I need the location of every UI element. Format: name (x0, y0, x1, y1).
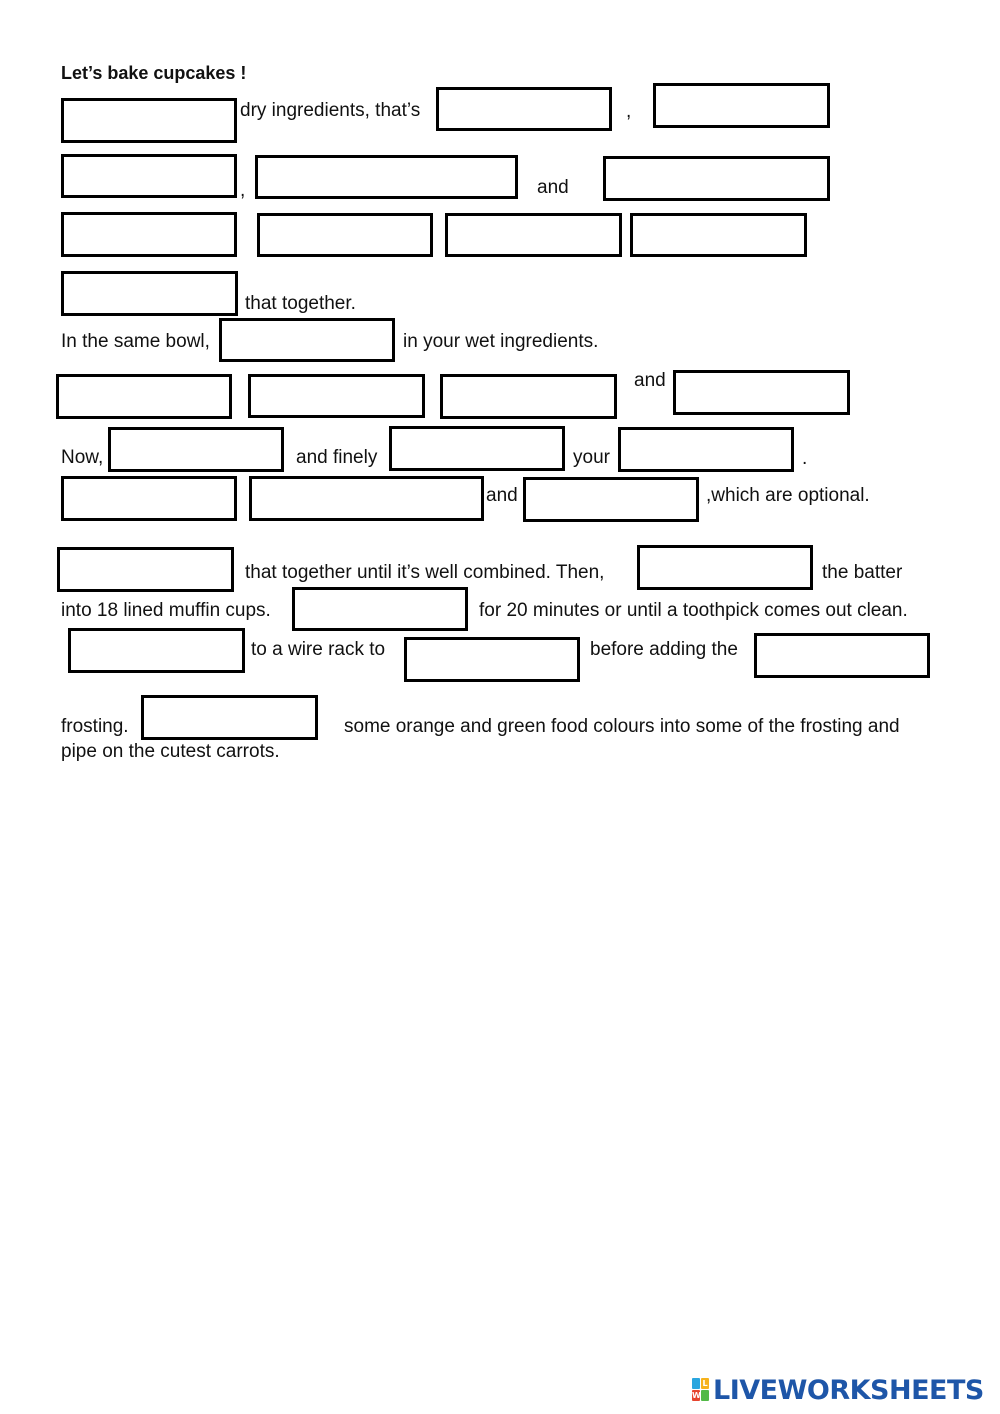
text-comma-1: , (626, 101, 632, 122)
text-before-adding: before adding the (590, 639, 738, 660)
answer-box-8[interactable] (257, 213, 433, 257)
answer-input-16[interactable] (676, 373, 847, 412)
answer-box-3[interactable] (653, 83, 830, 128)
answer-input-6[interactable] (606, 159, 827, 198)
text-wire-rack: to a wire rack to (251, 639, 386, 660)
answer-box-13[interactable] (56, 374, 232, 419)
text-comma-2: , (240, 180, 246, 201)
text-period: . (802, 448, 808, 469)
text-carrots: pipe on the cutest carrots. (61, 741, 280, 762)
text-and-finely: and finely (296, 447, 378, 468)
answer-box-20[interactable] (61, 476, 237, 521)
answer-input-10[interactable] (633, 216, 804, 254)
answer-box-1[interactable] (61, 98, 237, 143)
answer-input-12[interactable] (222, 321, 392, 359)
text-toothpick: for 20 minutes or until a toothpick comes out clean. (479, 600, 908, 621)
text-your: your (573, 447, 610, 468)
answer-input-13[interactable] (59, 377, 229, 416)
logo-icon-letter-l: L (702, 1379, 708, 1388)
answer-box-9[interactable] (445, 213, 622, 257)
answer-input-24[interactable] (640, 548, 810, 587)
answer-input-1[interactable] (64, 101, 234, 140)
logo-icon-letter-w: W (692, 1391, 701, 1400)
answer-input-2[interactable] (439, 90, 609, 128)
text-well-combined: that together until it’s well combined. Then, (245, 562, 605, 583)
liveworksheets-logo-icon (692, 1378, 710, 1402)
answer-box-21[interactable] (249, 476, 484, 521)
answer-input-15[interactable] (443, 377, 614, 416)
text-same-bowl: In the same bowl, (61, 331, 210, 352)
answer-box-4[interactable] (61, 154, 237, 198)
answer-box-28[interactable] (754, 633, 930, 678)
answer-box-29[interactable] (141, 695, 318, 740)
text-that-together: that together. (245, 293, 356, 314)
text-and-1: and (537, 177, 569, 198)
answer-box-6[interactable] (603, 156, 830, 201)
answer-box-19[interactable] (618, 427, 794, 472)
answer-input-29[interactable] (144, 698, 315, 737)
answer-box-18[interactable] (389, 426, 565, 471)
text-muffin-cups: into 18 lined muffin cups. (61, 600, 271, 621)
text-optional: ,which are optional. (706, 485, 870, 506)
answer-input-22[interactable] (526, 480, 696, 519)
answer-input-5[interactable] (258, 158, 515, 196)
answer-box-14[interactable] (248, 374, 425, 418)
answer-box-7[interactable] (61, 212, 237, 257)
liveworksheets-logo-text: LIVEWORKSHEETS (713, 1374, 984, 1406)
answer-box-12[interactable] (219, 318, 395, 362)
text-now: Now, (61, 447, 104, 468)
text-wet-ingredients: in your wet ingredients. (403, 331, 599, 352)
answer-input-18[interactable] (392, 429, 562, 468)
text-and-2: and (634, 370, 666, 391)
answer-input-17[interactable] (111, 430, 281, 469)
answer-box-26[interactable] (68, 628, 245, 673)
answer-input-28[interactable] (757, 636, 927, 675)
answer-box-5[interactable] (255, 155, 518, 199)
answer-input-14[interactable] (251, 377, 422, 415)
answer-input-7[interactable] (64, 215, 234, 254)
text-frosting: frosting. (61, 716, 129, 737)
answer-box-23[interactable] (57, 547, 234, 592)
answer-box-11[interactable] (61, 271, 238, 316)
answer-input-25[interactable] (295, 590, 465, 628)
answer-input-27[interactable] (407, 640, 577, 679)
text-the-batter: the batter (822, 562, 903, 583)
worksheet-title: Let’s bake cupcakes ! (61, 63, 247, 83)
answer-box-25[interactable] (292, 587, 468, 631)
answer-input-11[interactable] (64, 274, 235, 313)
answer-input-23[interactable] (60, 550, 231, 589)
answer-box-16[interactable] (673, 370, 850, 415)
answer-input-26[interactable] (71, 631, 242, 670)
answer-box-15[interactable] (440, 374, 617, 419)
answer-box-2[interactable] (436, 87, 612, 131)
text-food-colours: some orange and green food colours into some of the frosting and (344, 716, 900, 737)
answer-input-19[interactable] (621, 430, 791, 469)
answer-input-20[interactable] (64, 479, 234, 518)
text-dry-ingredients: dry ingredients, that’s (240, 100, 421, 121)
answer-input-8[interactable] (260, 216, 430, 254)
answer-box-10[interactable] (630, 213, 807, 257)
answer-box-27[interactable] (404, 637, 580, 682)
answer-box-24[interactable] (637, 545, 813, 590)
answer-box-17[interactable] (108, 427, 284, 472)
answer-input-9[interactable] (448, 216, 619, 254)
answer-input-21[interactable] (252, 479, 481, 518)
answer-input-3[interactable] (656, 86, 827, 125)
liveworksheets-logo[interactable] (692, 1375, 984, 1405)
text-and-3: and (486, 485, 518, 506)
answer-box-22[interactable] (523, 477, 699, 522)
answer-input-4[interactable] (64, 157, 234, 195)
